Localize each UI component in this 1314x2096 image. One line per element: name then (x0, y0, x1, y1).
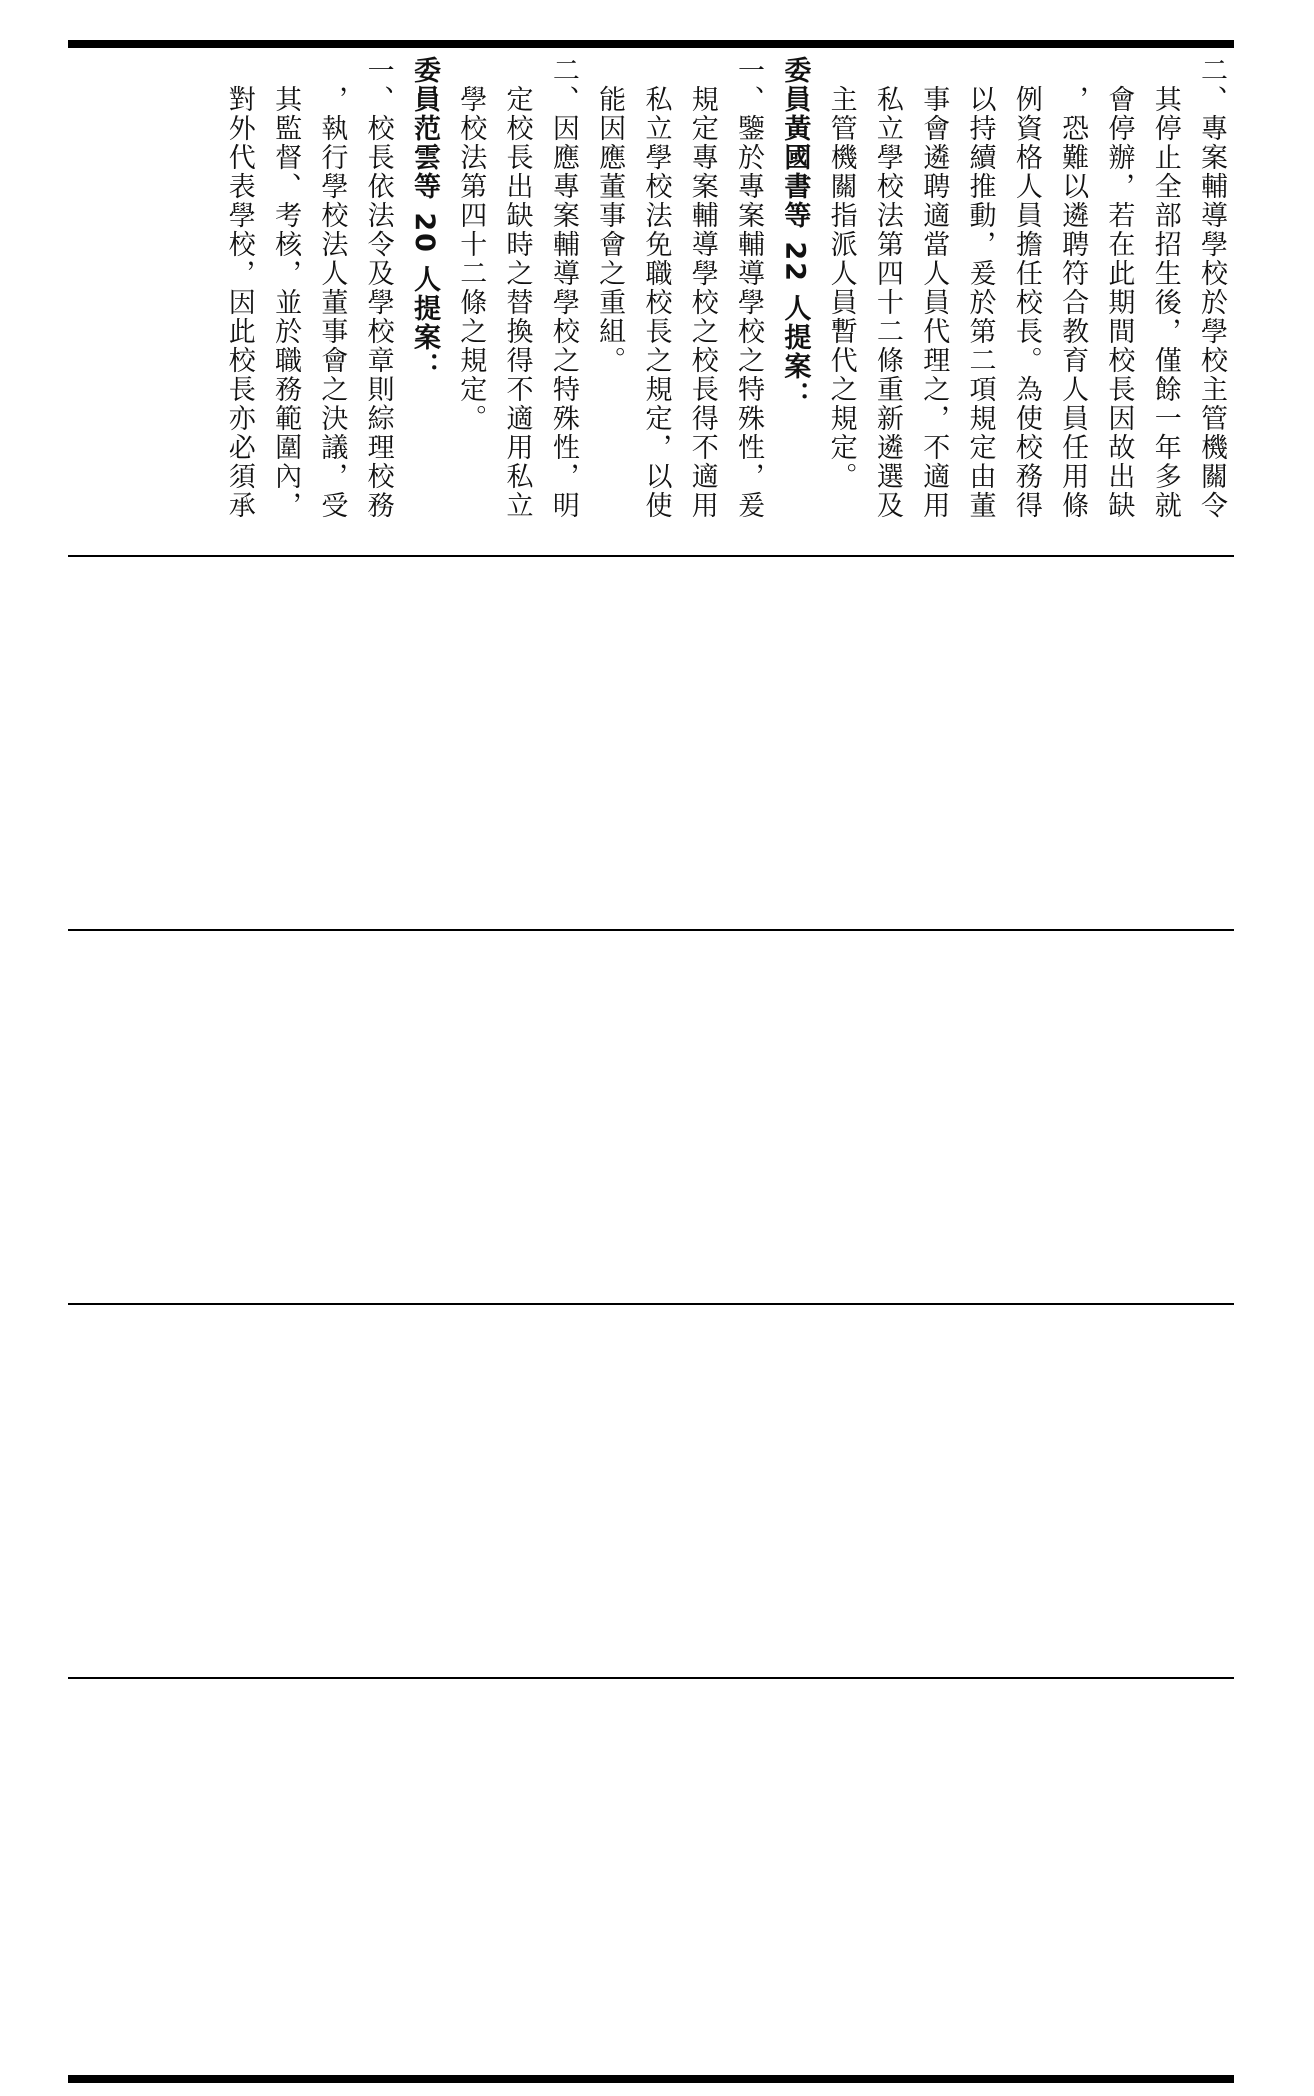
text-column: 一、校長依法令及學校章則綜理校務 (362, 56, 394, 520)
text-column: ，恐難以遴聘符合教育人員任用條 (1057, 56, 1089, 520)
text-column: 一、鑒於專案輔導學校之特殊性，爰 (733, 56, 765, 520)
text-column: 定校長出缺時之替換得不適用私立 (501, 56, 533, 520)
bottom-rule (68, 2075, 1234, 2083)
text-column: 其監督、考核，並於職務範圍內， (270, 56, 302, 520)
section-divider (68, 555, 1234, 557)
text-column: 二、因應專案輔導學校之特殊性，明 (547, 56, 579, 520)
section-divider (68, 929, 1234, 931)
text-column: 私立學校法第四十二條重新遴選及 (871, 56, 903, 520)
text-column: 主管機關指派人員暫代之規定。 (825, 56, 857, 491)
text-column: 對外代表學校，因此校長亦必須承 (223, 56, 255, 520)
text-column: 其停止全部招生後，僅餘一年多就 (1149, 56, 1181, 520)
text-column: 二、專案輔導學校於學校主管機關令 (1196, 56, 1227, 520)
text-column: 私立學校法免職校長之規定，以使 (640, 56, 672, 520)
speaker-heading: 委員黃國書等 22 人提案： (779, 56, 811, 411)
top-rule (68, 40, 1234, 48)
text-column: 會停辦，若在此期間校長因故出缺 (1103, 56, 1135, 520)
speaker-heading: 委員范雲等 20 人提案： (408, 56, 440, 382)
text-column: 能因應董事會之重組。 (594, 56, 626, 375)
text-column: 以持續推動，爰於第二項規定由董 (964, 56, 996, 520)
text-column: 例資格人員擔任校長。為使校務得 (1010, 56, 1042, 520)
text-column: 學校法第四十二條之規定。 (455, 56, 487, 433)
text-column: 規定專案輔導學校之校長得不適用 (686, 56, 718, 520)
text-column: ，執行學校法人董事會之決議，受 (316, 56, 348, 520)
vertical-text-block (68, 56, 1234, 548)
section-divider (68, 1677, 1234, 1679)
section-divider (68, 1303, 1234, 1305)
text-column: 事會遴聘適當人員代理之，不適用 (918, 56, 950, 520)
